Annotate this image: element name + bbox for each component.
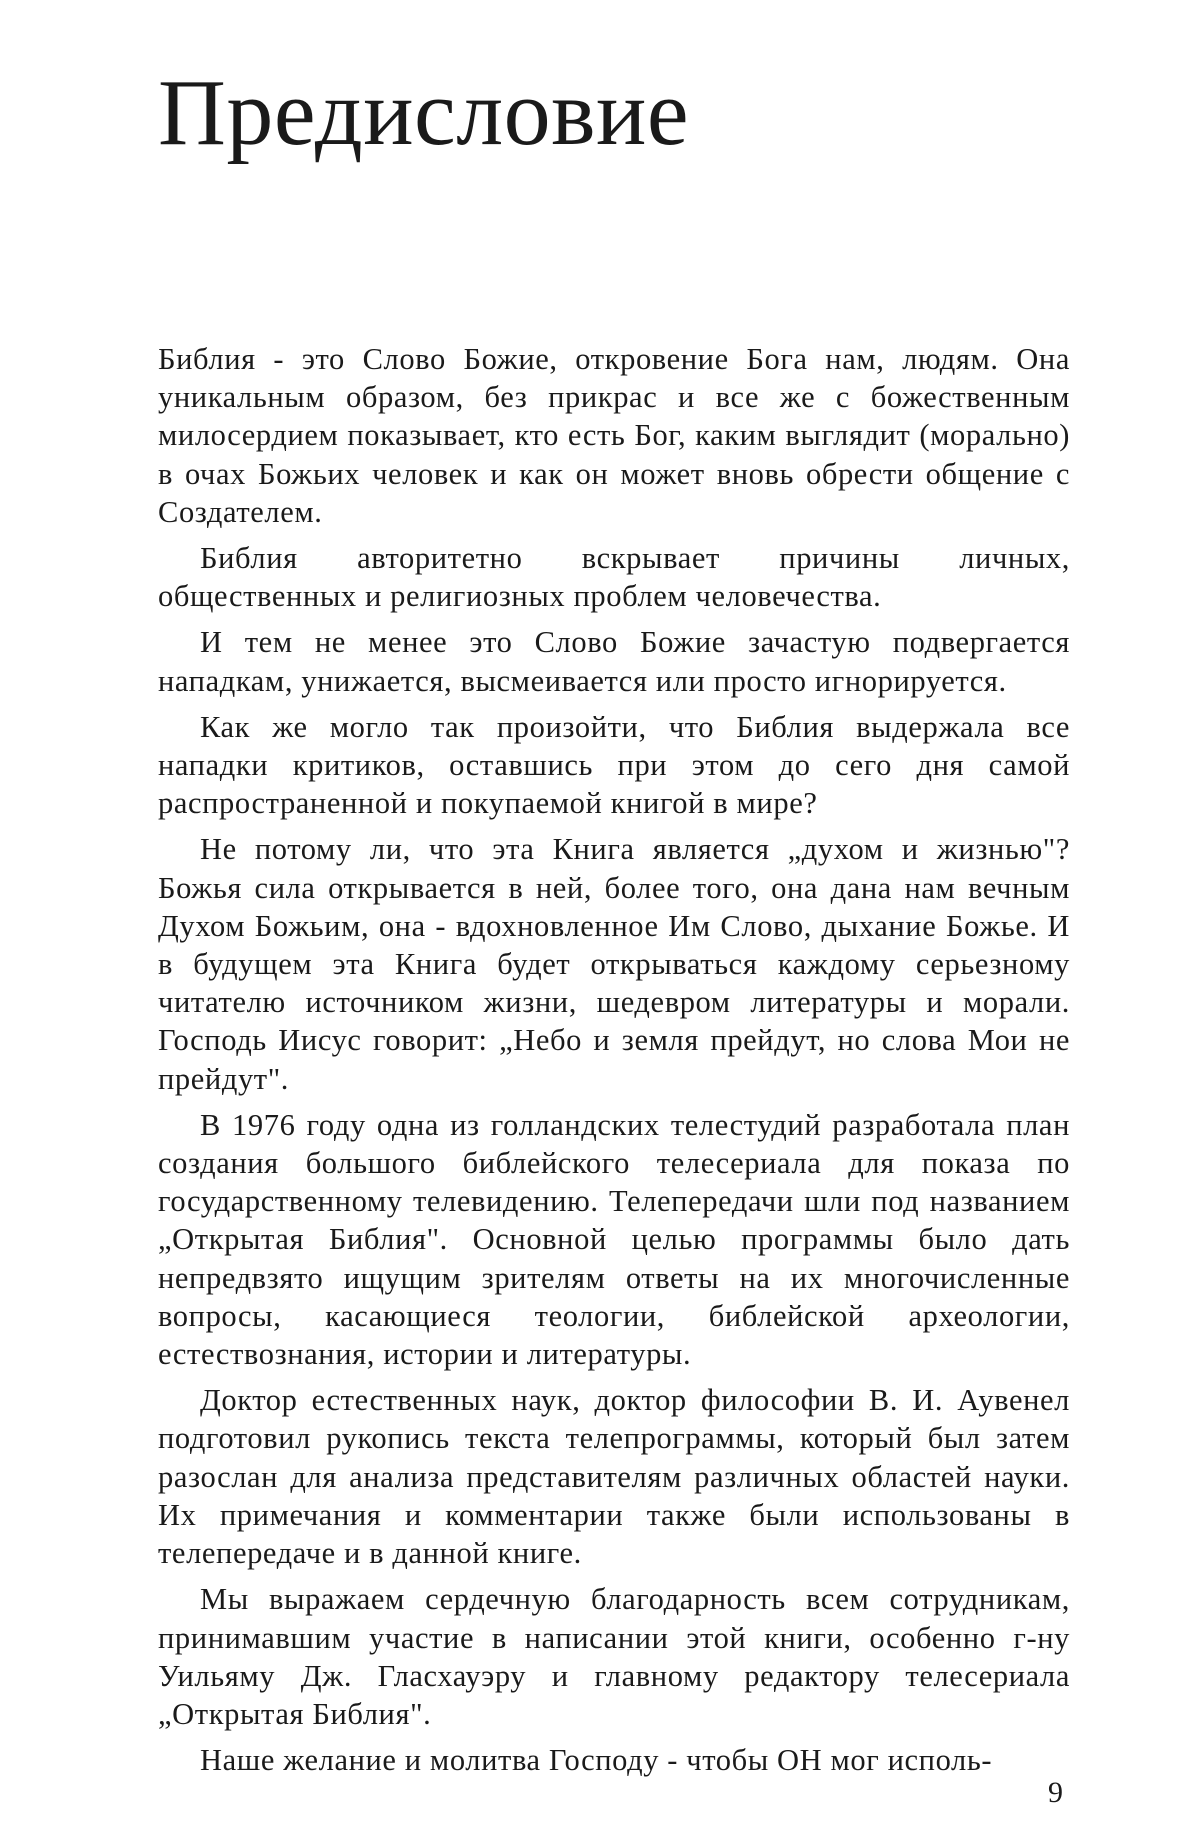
paragraph: Не потому ли, что эта Книга является „духом и жизнью"? Божья сила открывается в ней, более того, она дана нам вечным Духом Божьим, она - вдохновленное Им Слово, дыхание Божье. И в будущем эта Книга будет открываться каждому серьезному читателю источником жизни, шедевром литературы и морали. Господь Иисус говорит: „Небо и земля прейдут, но слова Мои не прейдут".: [158, 832, 1070, 1096]
page-title: Предисловие: [158, 61, 690, 165]
paragraph: Наше желание и молитва Господу - чтобы ОН мог исполь-: [200, 1743, 993, 1778]
paragraph: В 1976 году одна из голландских телестудий разработала план создания большого библейского телесериала для показа по государственному телевидению. Телепередачи шли под названием „Открытая Библия". Основной целью программы было дать непредвзято ищущим зрителям ответы на их многочисленные вопросы, касающиеся теологии, библейской археологии, естествознания, истории и литературы.: [158, 1107, 1070, 1372]
paragraph: Доктор естественных наук, доктор философии В. И. Аувенел подготовил рукопись текста телепрограммы, который был затем разослан для анализа представителям различных областей науки. Их примечания и комментарии также были использованы в телепередаче и в данной книге.: [158, 1383, 1070, 1571]
paragraph: Библия авторитетно вскрывает причины личных, общественных и религиозных проблем человечества.: [158, 541, 1070, 614]
page-number: 9: [1048, 1776, 1063, 1809]
paragraph: Мы выражаем сердечную благодарность всем сотрудникам, принимавшим участие в написании этой книги, особенно г-ну Уильяму Дж. Гласхауэру и главному редактору телесериала „Открытая Библия".: [158, 1582, 1070, 1731]
paragraph: Библия - это Слово Божие, откровение Бога нам, людям. Она уникальным образом, без прикрас и все же с божественным милосердием показывает, кто есть Бог, каким выглядит (морально) в очах Божьих человек и как он может вновь обрести общение с Создателем.: [158, 342, 1070, 529]
body-text: [158, 340, 1070, 1787]
paragraph: И тем не менее это Слово Божие зачастую подвергается нападкам, унижается, высмеивается или просто игнорируется.: [158, 625, 1070, 698]
paragraph: Как же могло так произойти, что Библия выдержала все нападки критиков, оставшись при этом до сего дня самой распространенной и покупаемой книгой в мире?: [158, 709, 1070, 821]
